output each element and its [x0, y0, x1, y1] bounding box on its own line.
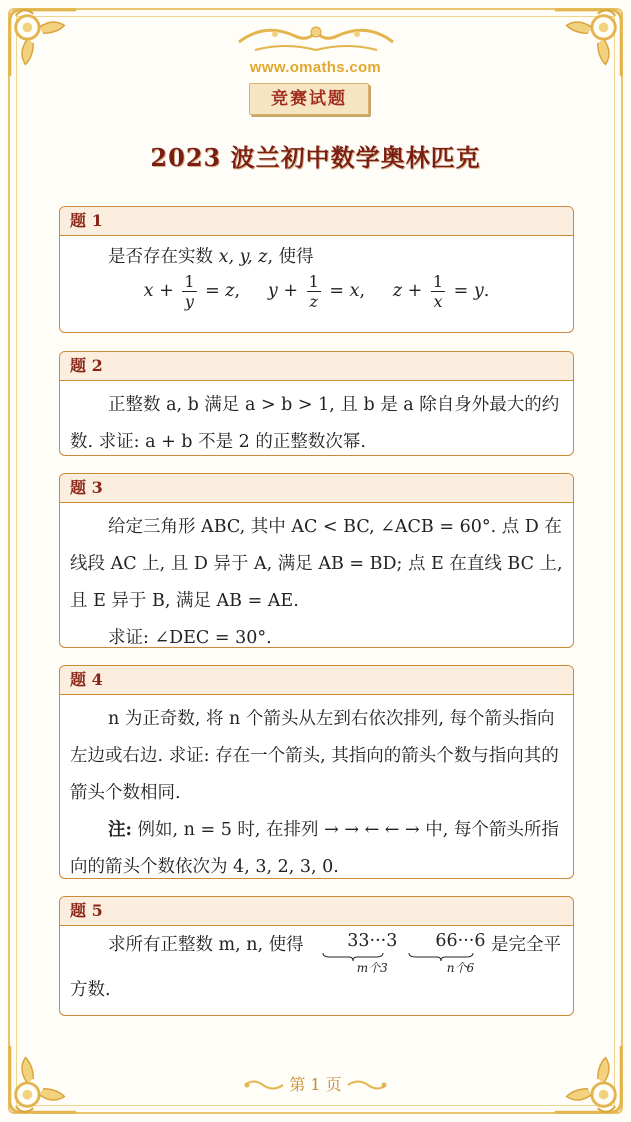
problem-label: 题 5 [60, 897, 573, 926]
page-number: 第 1 页 [289, 1075, 342, 1094]
problem-text: 给定三角形 ABC, 其中 AC < BC, ∠ACB = 60°. 点 D 在线段 AC 上, 且 D 异于 A, 满足 AB = BD; 点 E 在直线 BC 上, 且 E 异于 B, 满足 AB = AE. [70, 517, 563, 611]
problem-text: n 为正奇数, 将 n 个箭头从左到右依次排列, 每个箭头指向左边或右边. 求证: 存在一个箭头, 其指向的箭头个数与指向其的箭头个数相同. [70, 709, 559, 803]
problem-5 [59, 896, 574, 1016]
footer-ornament-icon [346, 1078, 388, 1092]
category-badge: 竞赛试题 [249, 83, 369, 115]
top-ornament-icon [235, 20, 397, 60]
problem-label: 题 1 [60, 207, 573, 236]
problem-text: 是否存在实数 x, y, z, 使得 [108, 247, 314, 267]
problem-label: 题 3 [60, 474, 573, 503]
problem-1 [59, 206, 574, 333]
problem-2 [59, 351, 574, 456]
equation-system: x + $\frac{1}{y}$ = z, y + $\frac{1}{z}$ = x, z + $\frac{1}{x}$ = y. [143, 272, 490, 311]
problem-text: 正整数 a, b 满足 a > b > 1, 且 b 是 a 除自身外最大的约数. 求证: a + b 不是 2 的正整数次幂. [70, 395, 560, 452]
problem-label: 题 4 [60, 666, 573, 695]
page-title: 2023 波兰初中数学奥林匹克 [150, 143, 481, 172]
proof-statement: 求证: ∠DEC = 30°. [108, 628, 272, 648]
problem-3 [59, 473, 574, 648]
underbrace-m: 33···3 m个3 [309, 930, 397, 975]
site-url: www.omaths.com [249, 59, 382, 76]
problem-text: 求所有正整数 m, n, 使得 33···3 m个3 66···6 n个6 是完全平方数. [70, 931, 562, 1000]
note: 注: 例如, n = 5 时, 在排列 → → ← ← → 中, 每个箭头所指向的箭头个数依次为 4, 3, 2, 3, 0. [70, 820, 559, 877]
problem-4 [59, 665, 574, 879]
problem-label: 题 2 [60, 352, 573, 381]
underbrace-n: 66···6 n个6 [397, 930, 485, 975]
